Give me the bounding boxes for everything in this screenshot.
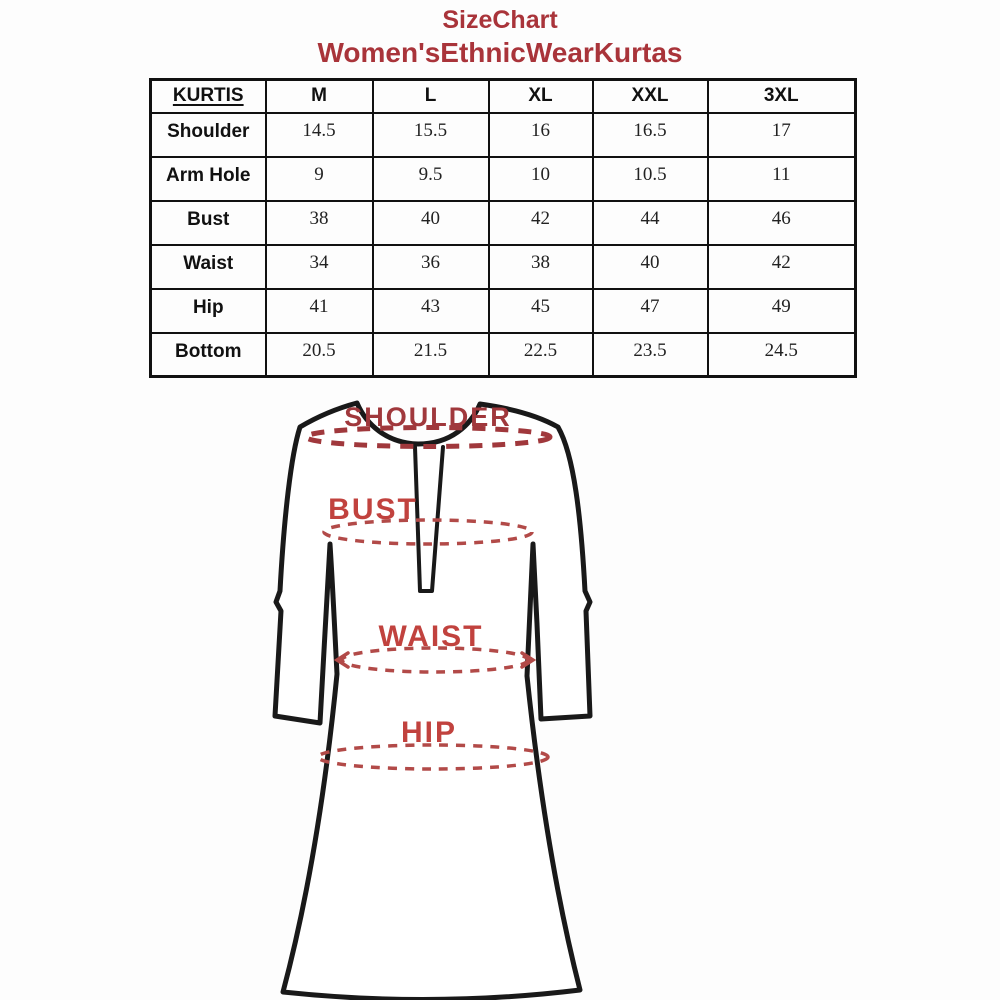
measurement-value-cell: 16	[489, 113, 593, 157]
measurement-value-cell: 9	[266, 157, 373, 201]
measurement-value-cell: 15.5	[373, 113, 489, 157]
table-row	[151, 245, 856, 289]
size-column-header: L	[373, 80, 489, 113]
hip-label: HIP	[400, 716, 458, 749]
size-column-header: XL	[489, 80, 593, 113]
measurement-value-cell: 42	[708, 245, 856, 289]
title-block	[0, 5, 1000, 70]
measurement-value-cell: 40	[373, 201, 489, 245]
measurement-value-cell: 9.5	[373, 157, 489, 201]
measurement-value-cell: 38	[489, 245, 593, 289]
measurement-row-label: Bottom	[151, 333, 266, 377]
table-row	[151, 333, 856, 377]
measurement-value-cell: 20.5	[266, 333, 373, 377]
measurement-value-cell: 36	[373, 245, 489, 289]
measurement-value-cell: 24.5	[708, 333, 856, 377]
measurement-value-cell: 34	[266, 245, 373, 289]
measurement-value-cell: 38	[266, 201, 373, 245]
measurement-value-cell: 45	[489, 289, 593, 333]
page-title: SizeChart	[442, 6, 558, 34]
table-row	[151, 289, 856, 333]
measurement-value-cell: 16.5	[593, 113, 708, 157]
measurement-value-cell: 43	[373, 289, 489, 333]
measurement-value-cell: 44	[593, 201, 708, 245]
measurement-row-label: Waist	[151, 245, 266, 289]
measurement-value-cell: 49	[708, 289, 856, 333]
table-row	[151, 113, 856, 157]
measurement-row-label: Arm Hole	[151, 157, 266, 201]
measurement-row-label: Hip	[151, 289, 266, 333]
measurement-value-cell: 10	[489, 157, 593, 201]
measurement-value-cell: 22.5	[489, 333, 593, 377]
measurement-value-cell: 40	[593, 245, 708, 289]
page-subtitle: Women'sEthnicWearKurtas	[317, 36, 683, 68]
table-row	[151, 157, 856, 201]
size-table-body	[151, 113, 856, 377]
corner-header	[151, 80, 266, 113]
bust-label: BUST	[328, 493, 418, 526]
kurta-outline	[275, 403, 590, 1000]
shoulder-label: SHOULDER	[344, 402, 512, 432]
measurement-value-cell: 41	[266, 289, 373, 333]
size-column-header: XXL	[593, 80, 708, 113]
size-table-head	[151, 80, 856, 113]
measurement-value-cell: 42	[489, 201, 593, 245]
corner-header-label: KURTIS	[172, 85, 244, 107]
measurement-value-cell: 10.5	[593, 157, 708, 201]
kurta-diagram	[235, 395, 645, 1000]
size-column-header: M	[266, 80, 373, 113]
waist-label: WAIST	[378, 620, 484, 653]
measurement-row-label: Bust	[151, 201, 266, 245]
size-column-header: 3XL	[708, 80, 856, 113]
table-row	[151, 201, 856, 245]
measurement-value-cell: 17	[708, 113, 856, 157]
measurement-value-cell: 47	[593, 289, 708, 333]
measurement-value-cell: 14.5	[266, 113, 373, 157]
size-table	[149, 78, 857, 378]
measurement-value-cell: 21.5	[373, 333, 489, 377]
header-row	[151, 80, 856, 113]
measurement-value-cell: 23.5	[593, 333, 708, 377]
measurement-value-cell: 46	[708, 201, 856, 245]
measurement-row-label: Shoulder	[151, 113, 266, 157]
measurement-value-cell: 11	[708, 157, 856, 201]
